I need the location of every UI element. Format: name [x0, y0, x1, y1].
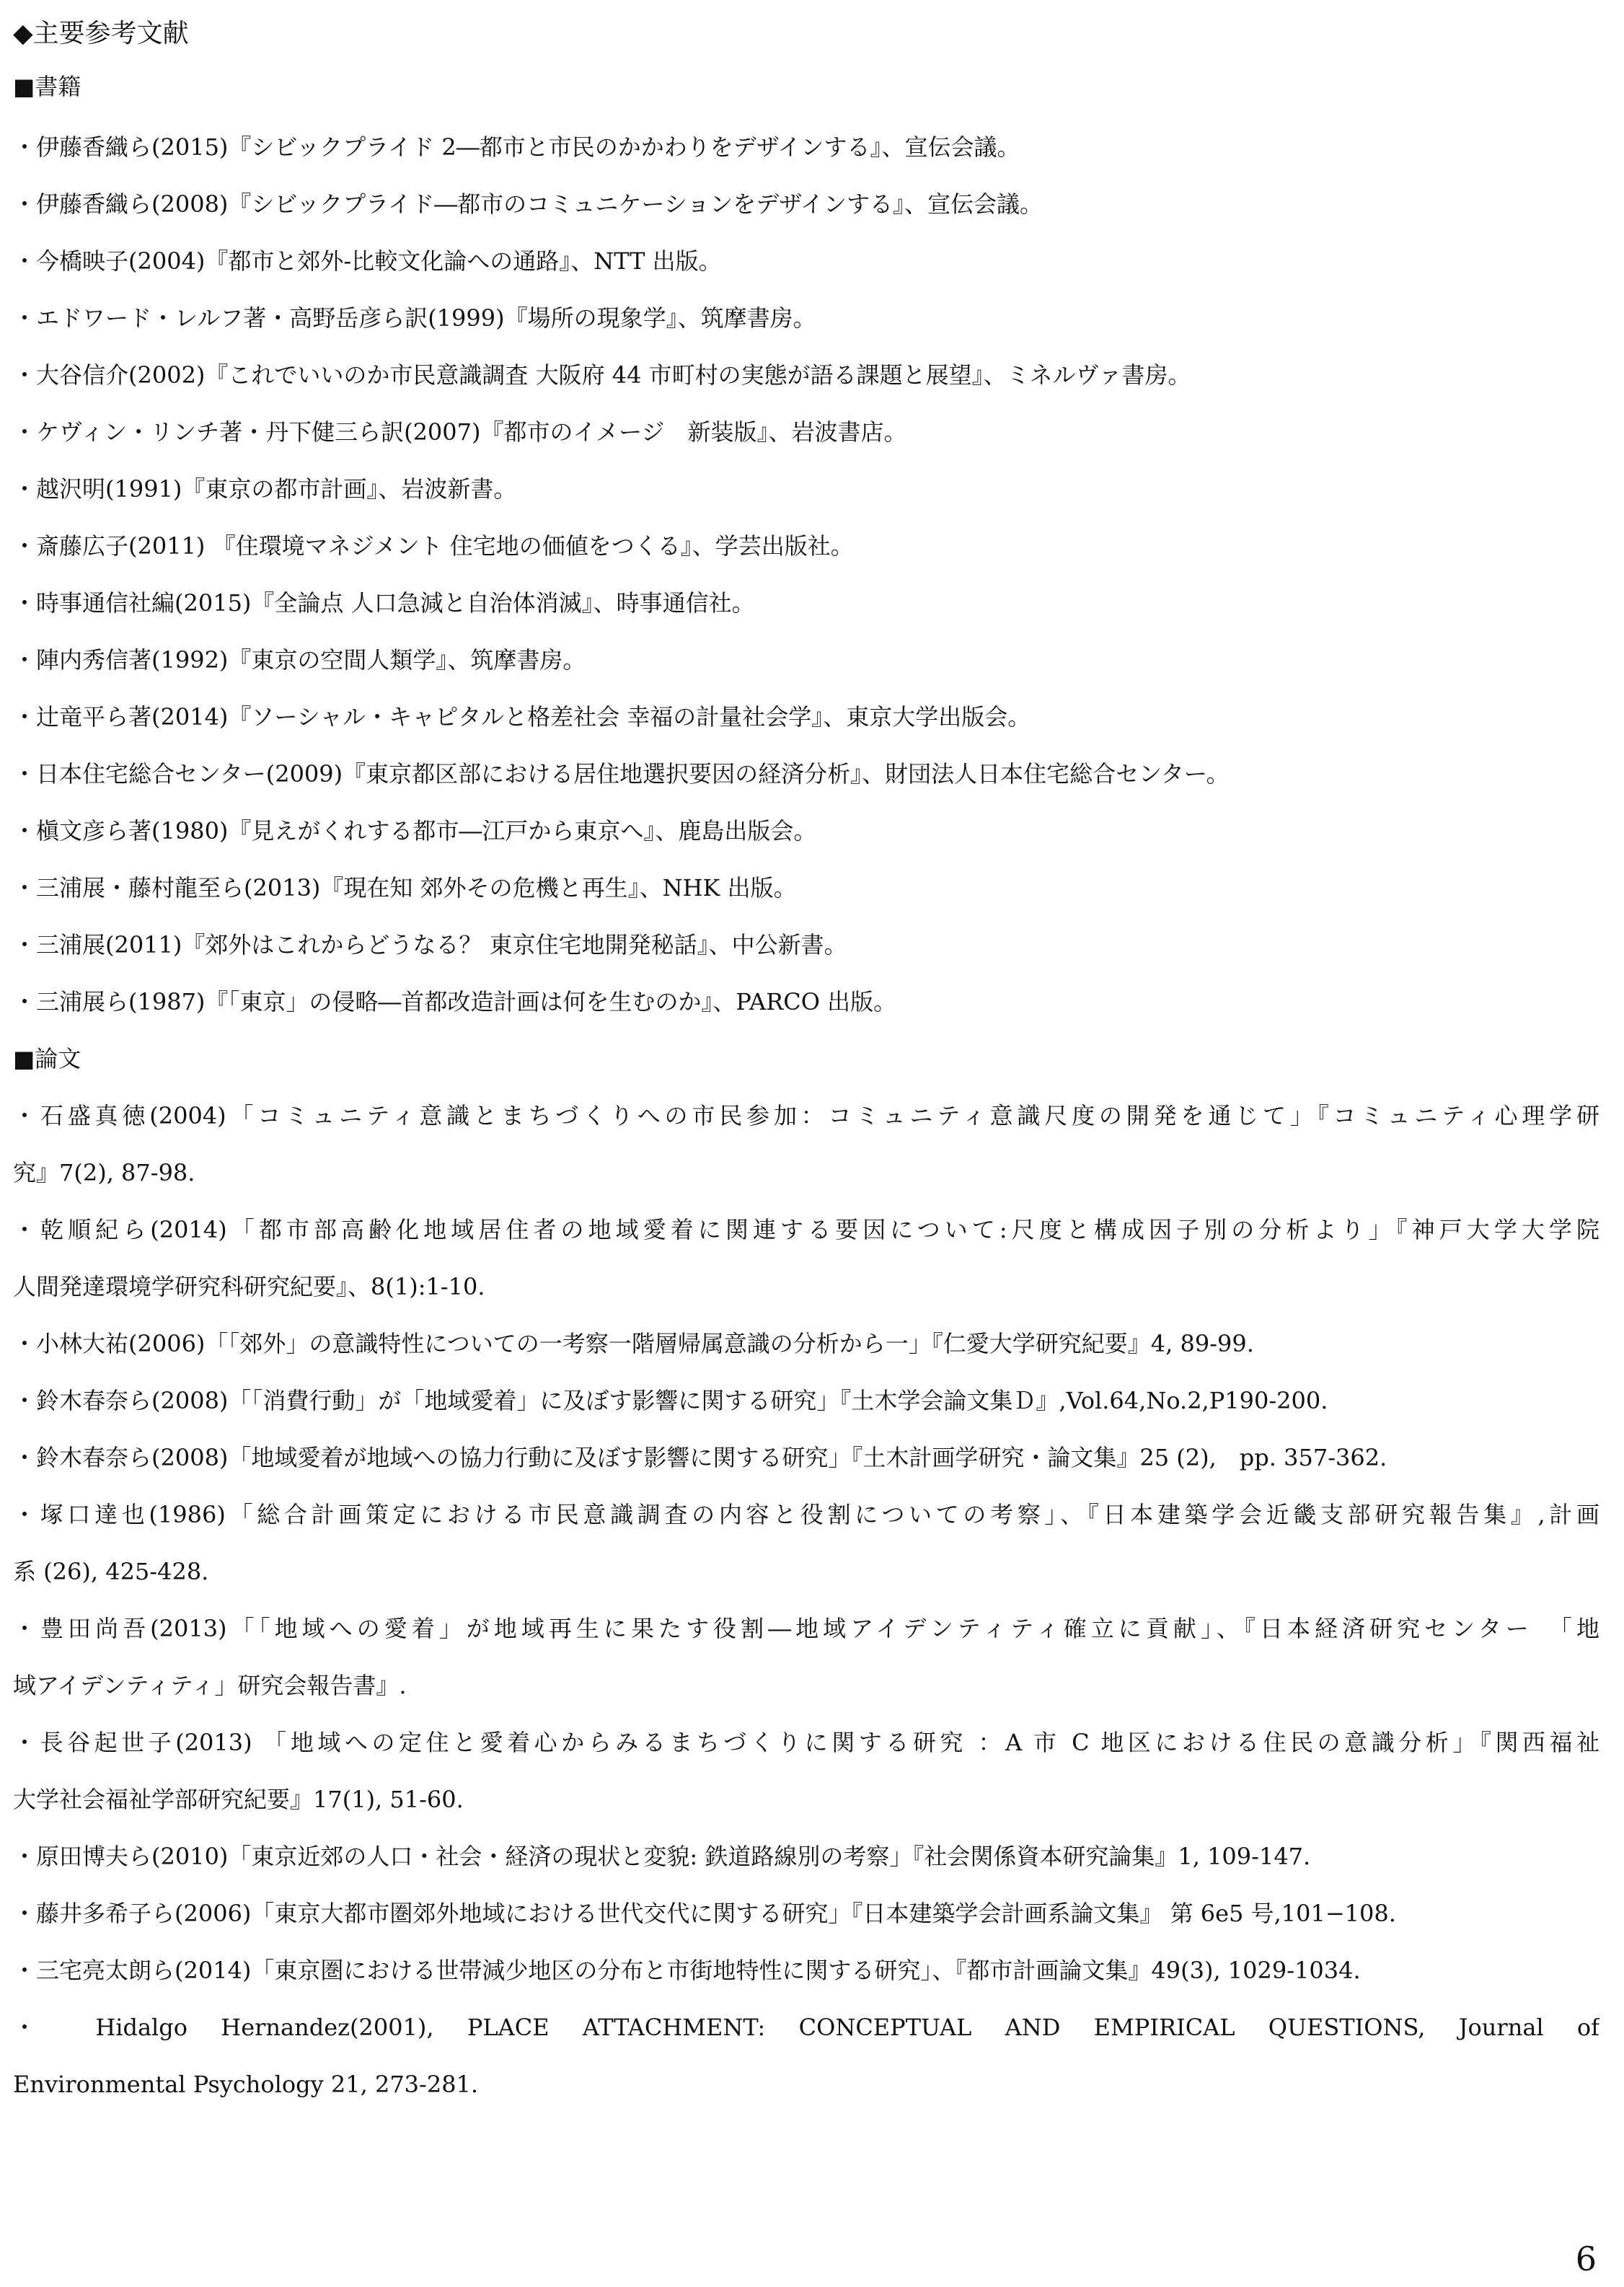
paper-reference: ・ Hidalgo Hernandez(2001), PLACE ATTACHMENT: CONCEPTUAL AND EMPIRICAL QUESTIONS, Journal of	[13, 2014, 1599, 2041]
paper-reference: ・石盛真徳(2004)「コミュニティ意識とまちづくりへの市民参加：コミュニティ意識尺度の開発を通じて」『コミュニティ心理学研	[13, 1102, 1599, 1129]
book-reference: ・越沢明(1991)『東京の都市計画』、岩波新書。	[13, 475, 517, 503]
section-heading-papers: ■論文	[13, 1045, 81, 1072]
book-reference: ・日本住宅総合センター(2009)『東京都区部における居住地選択要因の経済分析』、財団法人日本住宅総合センター。	[13, 760, 1230, 788]
paper-reference-continuation: 系 (26), 425-428.	[13, 1558, 209, 1585]
book-reference: ・大谷信介(2002)『これでいいのか市民意識調査 大阪府 44 市町村の実態が語る課題と展望』、ミネルヴァ書房。	[13, 361, 1191, 389]
paper-reference-continuation: 人間発達環境学研究科研究紀要』、8(1):1-10.	[13, 1273, 485, 1300]
book-reference: ・辻竜平ら著(2014)『ソーシャル・キャピタルと格差社会 幸福の計量社会学』、東京大学出版会。	[13, 703, 1031, 731]
section-heading-books: ■書籍	[13, 73, 81, 100]
paper-reference: ・豊田尚吾(2013)「「地域への愛着」が地域再生に果たす役割―地域アイデンティティ確立に貢献」、『日本経済研究センター 「地	[13, 1615, 1599, 1642]
page-title: ◆主要参考文献	[13, 19, 189, 48]
paper-reference: ・藤井多希子ら(2006)「東京大都市圏郊外地域における世代交代に関する研究」『日本建築学会計画系論文集』 第 6e5 号,101−108.	[13, 1900, 1396, 1927]
paper-reference-continuation: 域アイデンティティ」研究会報告書』.	[13, 1672, 407, 1699]
book-reference: ・今橋映子(2004)『都市と郊外-比較文化論への通路』、NTT 出版。	[13, 247, 722, 275]
paper-reference-continuation: 大学社会福祉学部研究紀要』17(1), 51-60.	[13, 1786, 464, 1813]
paper-reference-continuation: 究』7(2), 87-98.	[13, 1159, 195, 1186]
book-reference: ・槇文彦ら著(1980)『見えがくれする都市―江戸から東京へ』、鹿島出版会。	[13, 817, 817, 845]
paper-reference: ・鈴木春奈ら(2008)「地域愛着が地域への協力行動に及ぼす影響に関する研究」『土木計画学研究・論文集』25 (2), pp. 357-362.	[13, 1444, 1387, 1471]
book-reference: ・エドワード・レルフ著・高野岳彦ら訳(1999)『場所の現象学』、筑摩書房。	[13, 304, 816, 332]
book-reference: ・斎藤広子(2011) 『住環境マネジメント 住宅地の価値をつくる』、学芸出版社。	[13, 532, 854, 560]
paper-reference: ・鈴木春奈ら(2008)「「消費行動」が「地域愛着」に及ぼす影響に関する研究」『土木学会論文集Ｄ』,Vol.64,No.2,P190-200.	[13, 1387, 1328, 1414]
paper-reference: ・乾順紀ら(2014)「都市部高齢化地域居住者の地域愛着に関連する要因について:尺度と構成因子別の分析より」『神戸大学大学院	[13, 1216, 1599, 1243]
paper-reference: ・塚口達也(1986)「総合計画策定における市民意識調査の内容と役割についての考察」、『日本建築学会近畿支部研究報告集』,計画	[13, 1501, 1599, 1528]
paper-reference: ・長谷起世子(2013) 「地域への定住と愛着心からみるまちづくりに関する研究 ：A 市 C 地区における住民の意識分析」『関西福祉	[13, 1729, 1599, 1756]
book-reference: ・三浦展(2011)『郊外はこれからどうなる？ 東京住宅地開発秘話』、中公新書。	[13, 931, 847, 959]
paper-reference-continuation: Environmental Psychology 21, 273-281.	[13, 2071, 479, 2098]
book-reference: ・陣内秀信著(1992)『東京の空間人類学』、筑摩書房。	[13, 646, 586, 674]
paper-reference: ・原田博夫ら(2010)「東京近郊の人口・社会・経済の現状と変貌: 鉄道路線別の考察」『社会関係資本研究論集』1, 109-147.	[13, 1843, 1311, 1870]
book-reference: ・三浦展・藤村龍至ら(2013)『現在知 郊外その危機と再生』、NHK 出版。	[13, 874, 797, 902]
page-number: 6	[1575, 2239, 1597, 2278]
book-reference: ・時事通信社編(2015)『全論点 人口急減と自治体消滅』、時事通信社。	[13, 589, 755, 617]
paper-reference: ・小林大祐(2006)「「郊外」の意識特性についての一考察一階層帰属意識の分析から一」『仁愛大学研究紀要』4, 89-99.	[13, 1330, 1254, 1357]
book-reference: ・三浦展ら(1987)『「東京」の侵略―首都改造計画は何を生むのか』、PARCO 出版。	[13, 988, 897, 1015]
paper-reference: ・三宅亮太朗ら(2014)「東京圏における世帯減少地区の分布と市街地特性に関する研究」、『都市計画論文集』49(3), 1029-1034.	[13, 1957, 1361, 1984]
book-reference: ・伊藤香織ら(2015)『シビックプライド 2―都市と市民のかかわりをデザインする』、宣伝会議。	[13, 133, 1020, 161]
book-reference: ・ケヴィン・リンチ著・丹下健三ら訳(2007)『都市のイメージ 新装版』、岩波書店。	[13, 418, 907, 446]
book-reference: ・伊藤香織ら(2008)『シビックプライド―都市のコミュニケーションをデザインする』、宣伝会議。	[13, 190, 1043, 218]
